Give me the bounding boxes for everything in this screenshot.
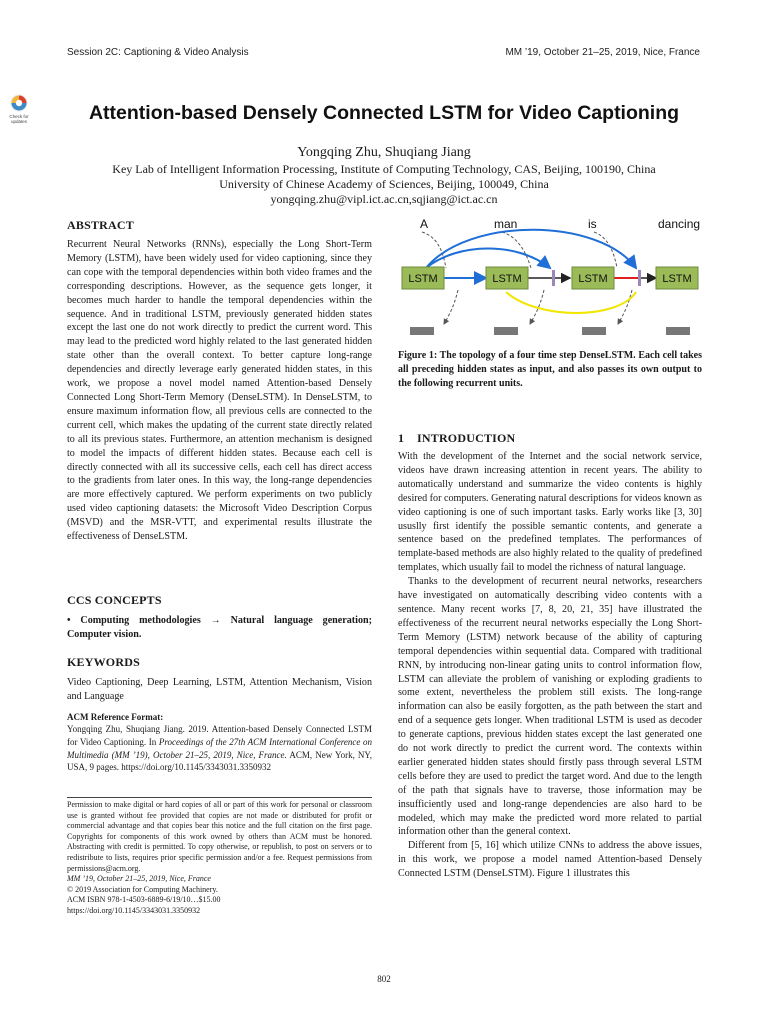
figure-1-caption-block: [398, 349, 702, 391]
reference-heading: ACM Reference Format:: [67, 712, 164, 722]
ccs-heading: CCS CONCEPTS: [67, 593, 162, 607]
dashed-link-is: [594, 232, 617, 268]
dense-arc-2-to-4: [506, 292, 636, 313]
densely-connected-lstm-diagram: [398, 212, 704, 342]
dashed-out-3: [618, 290, 632, 324]
word-2: is: [588, 217, 597, 231]
badge-label: Check for updates: [9, 114, 29, 124]
word-1: man: [494, 217, 518, 231]
author-emails[interactable]: yongqing.zhu@vipl.ict.ac.cn,sqjiang@ict.ac.cn: [270, 192, 498, 206]
abstract-section: [67, 218, 372, 544]
ccs-section: [67, 593, 372, 642]
input-bar-4: [666, 327, 690, 335]
permission-block: [67, 800, 372, 917]
keywords-section: [67, 655, 372, 704]
lstm-cell-2-label: LSTM: [492, 273, 522, 285]
reference-text: [67, 723, 372, 774]
permission-doi[interactable]: https://doi.org/10.1145/3343031.3350932: [67, 905, 201, 915]
introduction-section: [398, 431, 702, 881]
lstm-cell-3-label: LSTM: [578, 273, 608, 285]
figure-1-caption: Figure 1: The topology of a four time step DenseLSTM. Each cell takes all preceding hidden states as input, and also passes its own output to the following recurrent units.: [398, 350, 702, 389]
running-header-left: Session 2C: Captioning & Video Analysis: [67, 47, 249, 58]
keywords-text: Video Captioning, Deep Learning, LSTM, Attention Mechanism, Vision and Language: [67, 677, 372, 702]
lstm-cell-4-label: LSTM: [662, 273, 692, 285]
gate-bar-1: [552, 270, 555, 286]
permission-copyright: © 2019 Association for Computing Machinery.: [67, 884, 218, 894]
introduction-heading: 1 INTRODUCTION: [398, 431, 516, 445]
word-3: dancing: [658, 217, 701, 231]
reference-section: [67, 712, 372, 774]
paper-authors: Yongqing Zhu, Shuqiang Jiang: [297, 145, 471, 160]
abstract-text: Recurrent Neural Networks (RNNs), especially the Long Short-Term Memory (LSTM), have been widely used for video captioning, since they can cope with the temporal dependencies within both video frames and the corresponding descriptions. However, as the sequence gets longer, it becomes much harder to handle the temporal dependencies within the sequence. And in traditional LSTM, previously generated hidden states except the last one do not work directly to predict the current word. This may lead to the predicted word highly related to the last generated hidden state other than the overall context. To better capture long-range dependencies and directly leverage early generated hidden states, in this work, we propose a novel model named Attention-based Densely Connected Long Short-Term Memory (DenseLSTM). In DenseLSTM, to ensure maximum information flow, all previous cells are connected to the current cell, which makes the updating of the current state directly related to all its previous states. Furthermore, an attention mechanism is designed to model the impacts of different hidden states. Because each cell is directly connected with all its successive cells, each cell has direct access to the gradients from later ones. In this way, the long-range dependencies are more effectively captured. We perform experiments on two publicly used video captioning datasets: the Microsoft Video Description Corpus (MSVD) and the MSR-VTT, and experimental results illustrate the effectiveness of DenseLSTM.: [67, 239, 372, 543]
paper-title: Attention-based Densely Connected LSTM for Video Captioning: [88, 102, 680, 124]
input-bar-2: [494, 327, 518, 335]
reference-venue: Proceedings of the 27th ACM International Conference on Multimedia (MM ’19), October 21–25, 2019, Nice, France.: [67, 736, 372, 760]
dense-arc-1-to-4: [426, 230, 636, 268]
page-number: 802: [377, 974, 391, 984]
introduction-body: [398, 450, 702, 881]
permission-conference: MM ’19, October 21–25, 2019, Nice, France: [67, 874, 211, 884]
word-0: A: [420, 217, 429, 231]
figure-1: [398, 212, 704, 347]
intro-paragraph-1: With the development of the Internet and the social network service, videos have drawn increasing attention in recent years. The ability to automatically understand and summarize the video contents is highly desired for computers. Generating natural descriptions for videos known as video captioning is one of such important tasks. Early works like [3, 30] ususlly first identify the possible semantic contents, and generate a sentence based on the predefined templates. The performances of template-based methods are also highly related to the quality of predefined templates, which usually fail to model the richness of natural language.: [398, 451, 702, 574]
lstm-cell-1-label: LSTM: [408, 273, 438, 285]
permission-isbn: ACM ISBN 978-1-4503-6889-6/19/10…$15.00: [67, 895, 221, 905]
intro-paragraph-2: Thanks to the development of recurrent neural networks, researchers have investigated on automatically describing video contents with a sentence. Many recent works [7, 8, 20, 21, 35] have illustrated the effectiveness of the recurrent neural networks especially the Long Short-Term Memory (LSTM) network because of the ability of capturing temporal dependencies within sequential data. Compared with traditional RNN, by introducing non-linear gating units to control information flow, LSTM can alleviate the problem of vanishing or exploding gradients to some extent, nevertheless the problem still exists. The long-range information can also be easily forgotten, as the path between the start and end of a sequence gets longer. When traditional LSTM is used as decoder to generate captions, previous hidden states except the last generated one do not work directly to predict the current word. The contexts within earlier generated hidden states should firstly pass through several LSTM cells before they are used to predict the target word. And due to the length of the path that signals have to traverse, those information may be insufficiently used and long-range dependencies are also hard to be modeled, which may make the predicted word more related to partial information other than the general context.: [398, 576, 702, 838]
keywords-heading: KEYWORDS: [67, 655, 140, 669]
permission-text: Permission to make digital or hard copies of all or part of this work for personal or classroom use is granted without fee provided that copies are not made or distributed for profit or commercial advantage and that copies bear this notice and the full citation on the first page. Copyrights for components of this work owned by others than ACM must be honored. Abstracting with credit is permitted. To copy otherwise, or republish, to post on servers or to redistribute to lists, requires prior specific permission and/or a fee. Request permissions from permissions@acm.org.: [67, 800, 372, 873]
running-header-right: MM ’19, October 21–25, 2019, Nice, France: [505, 47, 700, 58]
affiliation-2: University of Chinese Academy of Sciences, Beijing, 100049, China: [219, 177, 549, 191]
affiliation-1: Key Lab of Intelligent Information Processing, Institute of Computing Technology, CAS, Beijing, 100190, China: [112, 162, 656, 176]
intro-paragraph-3: Different from [5, 16] which utilize CNNs to address the above issues, in this work, we propose a model named Attention-based Densely Connected LSTM (DenseLSTM). Figure 1 illustrates this: [398, 840, 702, 880]
input-bar-3: [582, 327, 606, 335]
abstract-heading: ABSTRACT: [67, 218, 134, 232]
reference-authors: Yongqing Zhu, Shuqiang Jiang. 2019. Attention-based Densely Connected LSTM for Video Captioning. In: [67, 724, 372, 747]
input-bar-1: [410, 327, 434, 335]
footnote-divider: [67, 797, 372, 798]
ccs-text: • Computing methodologies → Natural language generation; Computer vision.: [67, 615, 372, 640]
gate-bar-2: [638, 270, 641, 286]
dashed-out-1: [444, 290, 458, 324]
reference-tail[interactable]: ACM, New York, NY, USA, 9 pages. https://doi.org/10.1145/3343031.3350932: [67, 749, 373, 773]
